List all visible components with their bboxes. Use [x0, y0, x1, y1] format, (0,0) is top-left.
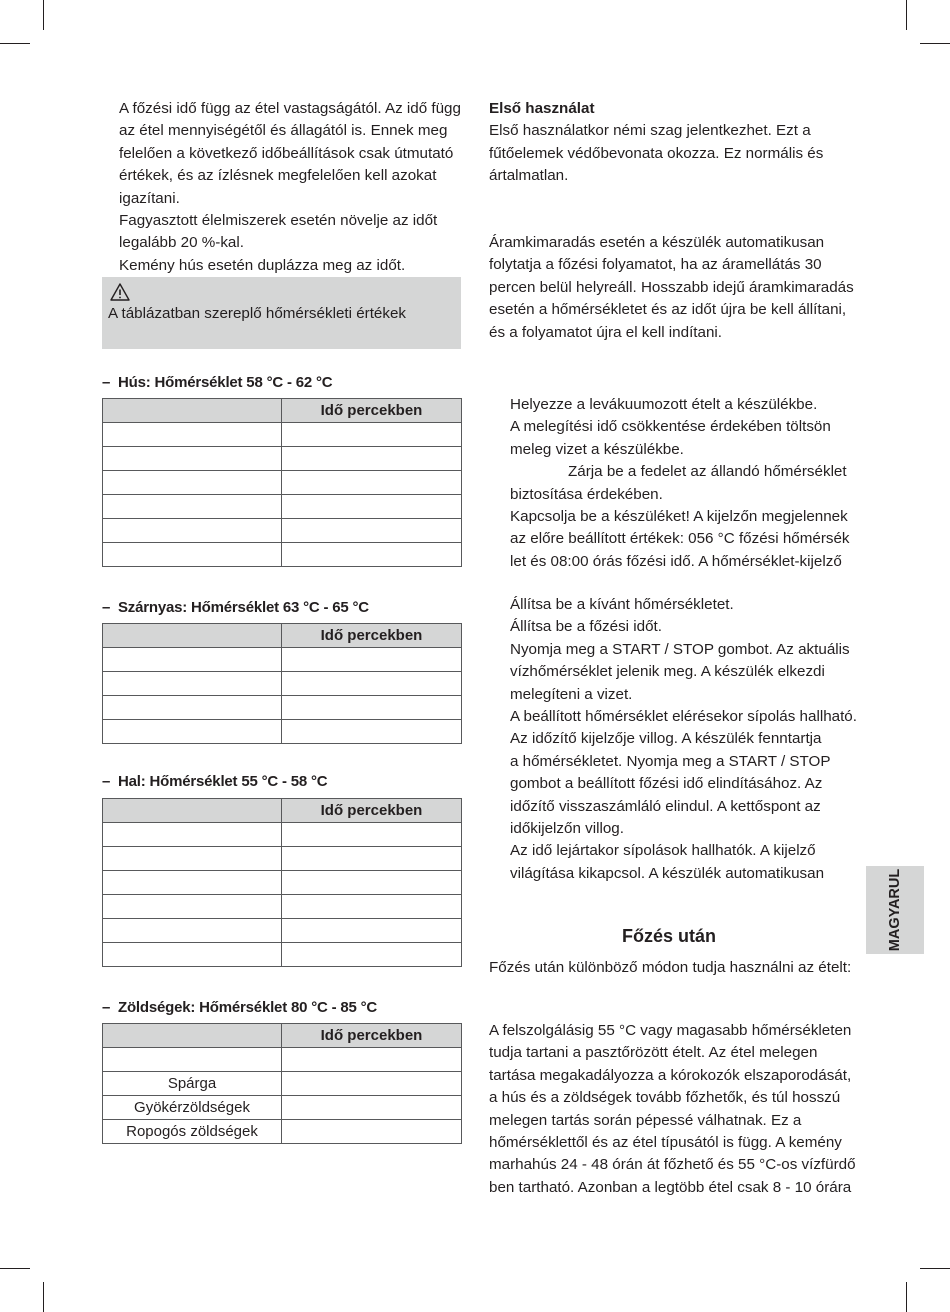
table-cell [103, 823, 282, 847]
table-header-row [103, 799, 462, 823]
text-line: fűtőelemek védőbevonata okozza. Ez normális és [489, 144, 824, 162]
table-row [103, 519, 462, 543]
text-line: Zárja be a fedelet az állandó hőmérséklet [568, 463, 847, 481]
first-use-heading: Első használat [489, 100, 595, 117]
text-line: időzítő visszaszámláló elindul. A kettőspont az [510, 797, 821, 815]
table-header-cell: Idő percekben [282, 1024, 462, 1048]
text-line: időkijelzőn villog. [510, 820, 624, 838]
table-header-cell [103, 399, 282, 423]
table-cell [282, 1048, 462, 1072]
text-line: ben tartható. Azonban a legtöbb étel csak 8 - 10 órára [489, 1178, 852, 1196]
table-cell [103, 447, 282, 471]
table-cell [103, 672, 282, 696]
table-cell [282, 919, 462, 943]
section-title-text: Hús: Hőmérséklet 58 °C - 62 °C [118, 374, 333, 391]
table-cell [282, 672, 462, 696]
text-line: Áramkimaradás esetén a készülék automatikusan [489, 234, 825, 251]
table-row [103, 823, 462, 847]
table-cell [103, 847, 282, 871]
text-line: A főzési idő függ az étel vastagságától. Az idő függ [119, 100, 461, 117]
text-line: A felszolgálásig 55 °C vagy magasabb hőmérsékleten [489, 1022, 852, 1039]
crop-mark [920, 1268, 950, 1269]
table-cell [282, 847, 462, 871]
table-cell [282, 895, 462, 919]
text-line: let és 08:00 órás főzési idő. A hőmérséklet-kijelző [510, 552, 842, 570]
table-cell: Spárga [103, 1072, 282, 1096]
table-row [103, 495, 462, 519]
table-row [103, 471, 462, 495]
language-tab [866, 866, 924, 954]
table-cell [103, 648, 282, 672]
table-vegetables [102, 1023, 462, 1144]
table-row [103, 943, 462, 967]
table-header-row [103, 624, 462, 648]
text-line: és a folyamatot újra el kell indítani. [489, 323, 722, 341]
text-line: értékek, és az ízlésnek megfelelően kell azokat [119, 167, 437, 185]
text-line: Első használatkor némi szag jelentkezhet. Ezt a [489, 122, 811, 140]
table-row [103, 871, 462, 895]
table-header-cell [103, 624, 282, 648]
crop-mark [906, 0, 907, 30]
text-line: hőmérséklettől és az étel típusától is függ. A kemény [489, 1134, 842, 1152]
table-row [103, 672, 462, 696]
table-cell [282, 1096, 462, 1120]
section-title-meat [102, 374, 332, 391]
table-row [103, 696, 462, 720]
table-poultry [102, 623, 462, 744]
text-line: tudja tartani a pasztőrözött ételt. Az étel melegen [489, 1044, 818, 1062]
table-row [103, 423, 462, 447]
table-header-cell [103, 1024, 282, 1048]
table-cell [282, 423, 462, 447]
text-line: az előre beállított értékek: 056 °C főzési hőmérsék [510, 530, 850, 548]
table-row [103, 543, 462, 567]
text-line: igazítani. [119, 189, 180, 207]
table-cell [103, 696, 282, 720]
crop-mark [0, 43, 30, 44]
section-title-fish [102, 773, 327, 790]
table-cell: Gyökérzöldségek [103, 1096, 282, 1120]
section-title-text: Szárnyas: Hőmérséklet 63 °C - 65 °C [118, 599, 369, 616]
table-cell [282, 1072, 462, 1096]
table-row [103, 895, 462, 919]
table-cell [103, 871, 282, 895]
after-cooking-block [489, 1020, 859, 1199]
text-line: Nyomja meg a START / STOP gombot. Az aktuális [510, 640, 850, 658]
text-line: Helyezze a levákuumozott ételt a készülékbe. [510, 396, 818, 413]
steps-block-a [510, 394, 870, 573]
crop-mark [920, 43, 950, 44]
after-intro [489, 957, 859, 979]
table-cell [103, 471, 282, 495]
section-title-vegetables [102, 999, 377, 1016]
text-line: világítása kikapcsol. A készülék automatikusan [510, 864, 825, 882]
text-line: folytatja a főzési folyamatot, ha az áramellátás 30 [489, 256, 822, 274]
steps-block-b [510, 594, 870, 885]
table-header-cell: Idő percekben [282, 799, 462, 823]
text-line: Az idő lejártakor sípolások hallhatók. A kijelző [510, 842, 816, 860]
table-cell [103, 1048, 282, 1072]
intro-paragraph [119, 98, 464, 277]
table-cell [282, 447, 462, 471]
table-cell [282, 871, 462, 895]
table-header-cell: Idő percekben [282, 624, 462, 648]
table-row [103, 1048, 462, 1072]
language-tab-label: MAGYARUL [887, 868, 903, 952]
table-cell [282, 720, 462, 744]
table-cell [282, 1120, 462, 1144]
table-cell [282, 519, 462, 543]
table-header-row [103, 1024, 462, 1048]
section-title-text: Hal: Hőmérséklet 55 °C - 58 °C [118, 773, 328, 790]
table-cell [103, 495, 282, 519]
text-line: biztosítása érdekében. [510, 485, 663, 503]
table-row [103, 1072, 462, 1096]
table-cell [103, 943, 282, 967]
text-line: Kapcsolja be a készüléket! A kijelzőn megjelennek [510, 508, 848, 526]
table-meat [102, 398, 462, 567]
table-cell [103, 543, 282, 567]
text-line: percen belül helyreáll. Hosszabb idejű áramkimaradás [489, 278, 854, 296]
list-dash: – [102, 999, 111, 1016]
text-line: ártalmatlan. [489, 167, 569, 185]
text-line: A beállított hőmérséklet elérésekor sípolás hallható. [510, 708, 857, 726]
section-title-text: Zöldségek: Hőmérséklet 80 °C - 85 °C [118, 999, 378, 1016]
after-cooking-heading: Főzés után [622, 926, 717, 946]
crop-mark [43, 1282, 44, 1312]
text-line: a hús és a zöldségek tovább főzhetők, és túl hosszú [489, 1089, 841, 1107]
table-cell [282, 943, 462, 967]
warning-box [102, 277, 461, 349]
crop-mark [906, 1282, 907, 1312]
list-dash: – [102, 773, 111, 790]
text-line: az étel mennyiségétől és állagától is. Ennek meg [119, 122, 448, 140]
table-cell [103, 519, 282, 543]
power-outage-block [489, 232, 859, 344]
text-line: a hőmérsékletet. Nyomja meg a START / STOP [510, 752, 831, 770]
text-line: Kemény hús esetén duplázza meg az időt. [119, 256, 406, 274]
text-line: meleg vizet a készülékbe. [510, 440, 684, 458]
text-line: Főzés után különböző módon tudja használni az ételt: [489, 959, 852, 976]
text-line: Fagyasztott élelmiszerek esetén növelje az időt [119, 212, 438, 230]
text-line: legalább 20 %-kal. [119, 234, 244, 252]
text-line: gombot a beállított főzési idő elindításához. Az [510, 775, 823, 793]
table-row [103, 919, 462, 943]
table-header-cell: Idő percekben [282, 399, 462, 423]
text-line: melegen tartás során pépessé válhatnak. Ez a [489, 1111, 802, 1129]
table-cell [282, 543, 462, 567]
table-header-cell [103, 799, 282, 823]
text-line: tartása megakadályozza a kórokozók elszaporodását, [489, 1066, 852, 1084]
text-line: Állítsa be a főzési időt. [510, 618, 662, 636]
table-cell [103, 895, 282, 919]
table-row [103, 1096, 462, 1120]
table-header-row [103, 399, 462, 423]
table-cell [282, 495, 462, 519]
text-line: vízhőmérséklet jelenik meg. A készülék elkezdi [510, 663, 825, 681]
table-row [103, 847, 462, 871]
table-fish [102, 798, 462, 967]
warning-text: A táblázatban szereplő hőmérsékleti értékek [108, 305, 407, 322]
section-title-poultry [102, 599, 369, 616]
text-line: Állítsa be a kívánt hőmérsékletet. [510, 596, 734, 613]
table-cell: Ropogós zöldségek [103, 1120, 282, 1144]
first-use-block [489, 98, 859, 188]
table-cell [282, 823, 462, 847]
table-cell [282, 696, 462, 720]
text-line: Az időzítő kijelzője villog. A készülék fenntartja [510, 730, 822, 748]
list-dash: – [102, 599, 111, 616]
table-cell [282, 471, 462, 495]
table-row [103, 648, 462, 672]
text-line: marhahús 24 - 48 órán át főzhető és 55 °C-os vízfürdő [489, 1156, 856, 1174]
crop-mark [43, 0, 44, 30]
table-cell [103, 423, 282, 447]
list-dash: – [102, 374, 111, 391]
text-line: esetén a hőmérsékletet és az időt újra be kell állítani, [489, 301, 847, 319]
warning-triangle-icon [110, 283, 130, 301]
table-cell [103, 720, 282, 744]
table-row [103, 720, 462, 744]
table-cell [282, 648, 462, 672]
table-row [103, 1120, 462, 1144]
text-line: melegíteni a vizet. [510, 685, 633, 703]
table-cell [103, 919, 282, 943]
table-row [103, 447, 462, 471]
text-line: felelően a következő időbeállítások csak útmutató [119, 144, 454, 162]
crop-mark [0, 1268, 30, 1269]
text-line: A melegítési idő csökkentése érdekében töltsön [510, 418, 831, 436]
